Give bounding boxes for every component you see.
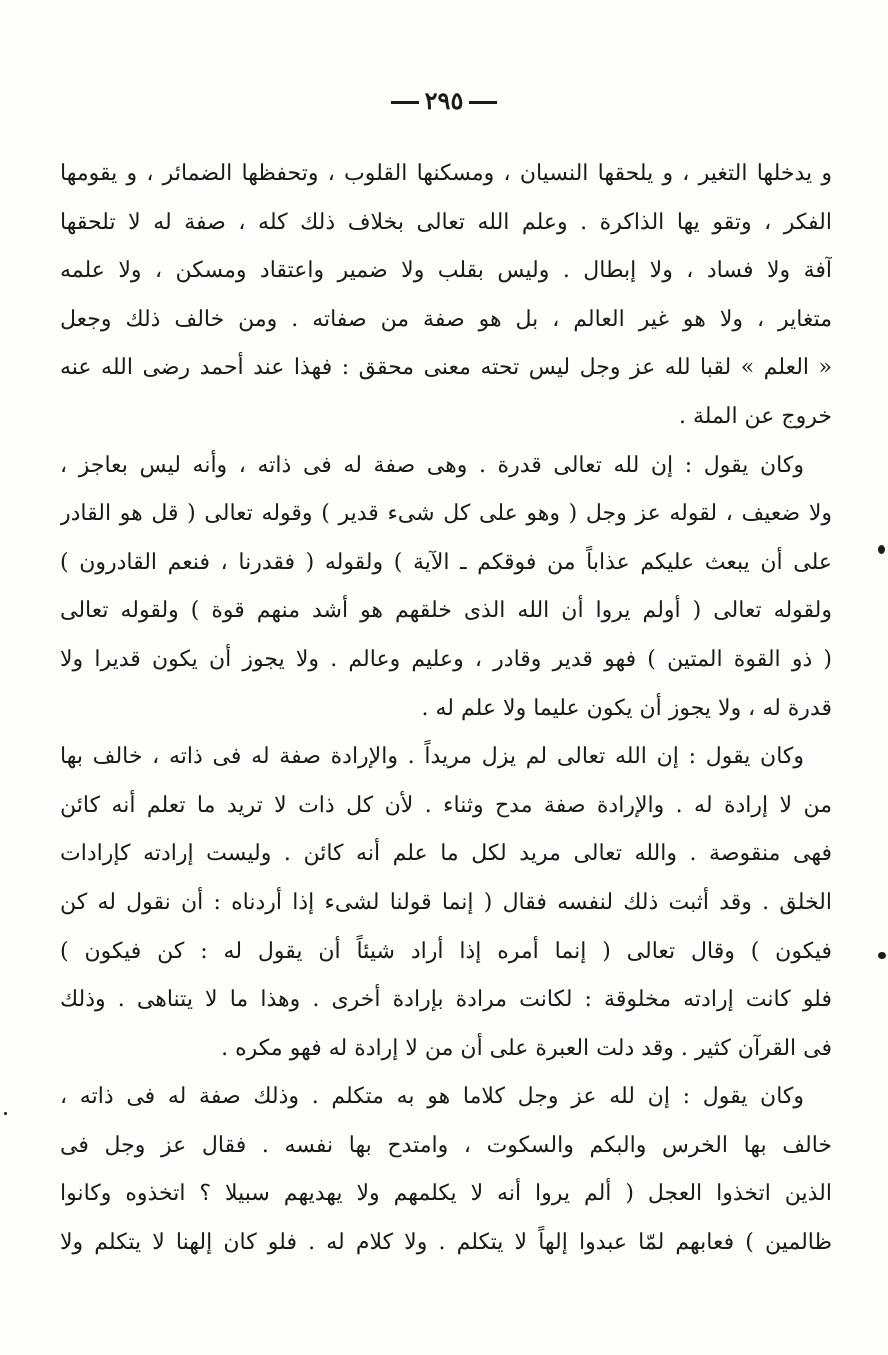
paragraph-start-line: وكان يقول : إن لله عز وجل كلاما هو به متكلم . وذلك صفة له فى ذاته ، — [60, 1084, 804, 1110]
text-line: ولقوله تعالى ( أولم يروا أن الله الذى خلقهم هو أشد منهم قوة ) ولقوله تعالى — [60, 598, 832, 624]
body-text — [60, 150, 832, 1268]
paragraph-end-line: خروج عن الملة . — [678, 403, 832, 429]
text-line: فلو كانت إرادته مخلوقة : لكانت مرادة بإرادة أخرى . وهذا ما لا يتناهى . وذلك — [60, 987, 832, 1013]
text-line: خالف بها الخرس والبكم والسكوت ، وامتدح بها نفسه . فقال عز وجل فى — [60, 1132, 832, 1158]
text-line: آفة ولا فساد ، ولا إبطال . وليس بقلب ولا ضمير واعتقاد ومسكن ، ولا علمه — [60, 258, 832, 284]
paragraph-end-line: فى القرآن كثير . وقد دلت العبرة على أن من لا إرادة له فهو مكره . — [221, 1035, 832, 1061]
text-line: ولا ضعيف ، لقوله عز وجل ( وهو على كل شىء قدير ) وقوله تعالى ( قل هو القادر — [60, 501, 832, 527]
paragraph-start-line: وكان يقول : إن لله تعالى قدرة . وهى صفة له فى ذاته ، وأنه ليس بعاجز ، — [60, 452, 804, 478]
left-dash — [391, 101, 419, 104]
text-line: الذين اتخذوا العجل ( ألم يروا أنه لا يكلمهم ولا يهديهم سبيلا ؟ اتخذوه وكانوا — [60, 1181, 832, 1207]
page-number: ٢٩٥ — [424, 86, 464, 115]
scan-speck — [878, 545, 885, 554]
text-line: من لا إرادة له . والإرادة صفة مدح وثناء . لأن كل ذات لا تريد ما تعلم أنه كائن — [60, 792, 832, 818]
text-line: فيكون ) وقال تعالى ( إنما أمره إذا أراد شيئاً أن يقول له : كن فيكون ) — [60, 938, 832, 964]
page-number-header — [0, 86, 888, 115]
text-line: على أن يبعث عليكم عذاباً من فوقكم ـ الآية ) ولقوله ( فقدرنا ، فنعم القادرون ) — [60, 549, 832, 575]
text-line: الفكر ، وتقو يها الذاكرة . وعلم الله تعالى بخلاف ذلك كله ، صفة له لا تلحقها — [60, 209, 832, 235]
paragraph-start-line: وكان يقول : إن الله تعالى لم يزل مريداً . والإرادة صفة له فى ذاته ، خالف بها — [60, 744, 804, 770]
text-line: متغاير ، ولا هو غير العالم ، بل هو صفة من صفاته . ومن خالف ذلك وجعل — [60, 306, 832, 332]
paragraph-end-line: قدرة له ، ولا يجوز أن يكون عليما ولا علم له . — [421, 695, 832, 721]
text-line: فهى منقوصة . والله تعالى مريد لكل ما علم أنه كائن . وليست إرادته كإرادات — [60, 841, 832, 867]
text-line: « العلم » لقبا لله عز وجل ليس تحته معنى محقق : فهذا عند أحمد رضى الله عنه — [60, 355, 832, 381]
text-line: الخلق . وقد أثبت ذلك لنفسه فقال ( إنما قولنا لشىء إذا أردناه : أن نقول له كن — [60, 889, 832, 915]
text-line: و يدخلها التغير ، و يلحقها النسيان ، ومسكنها القلوب ، وتحفظها الضمائر ، و يقومها — [60, 161, 832, 186]
right-dash — [469, 101, 497, 104]
text-line: ظالمين ) فعابهم لمّا عبدوا إلهاً لا يتكلم . ولا كلام له . فلو كان إلهنا لا يتكلم ولا — [60, 1230, 832, 1256]
scan-speck — [878, 952, 886, 959]
text-line: ( ذو القوة المتين ) فهو قدير وقادر ، وعليم وعالم . ولا يجوز أن يكون قديرا ولا — [60, 646, 832, 672]
scan-speck — [4, 1112, 7, 1115]
